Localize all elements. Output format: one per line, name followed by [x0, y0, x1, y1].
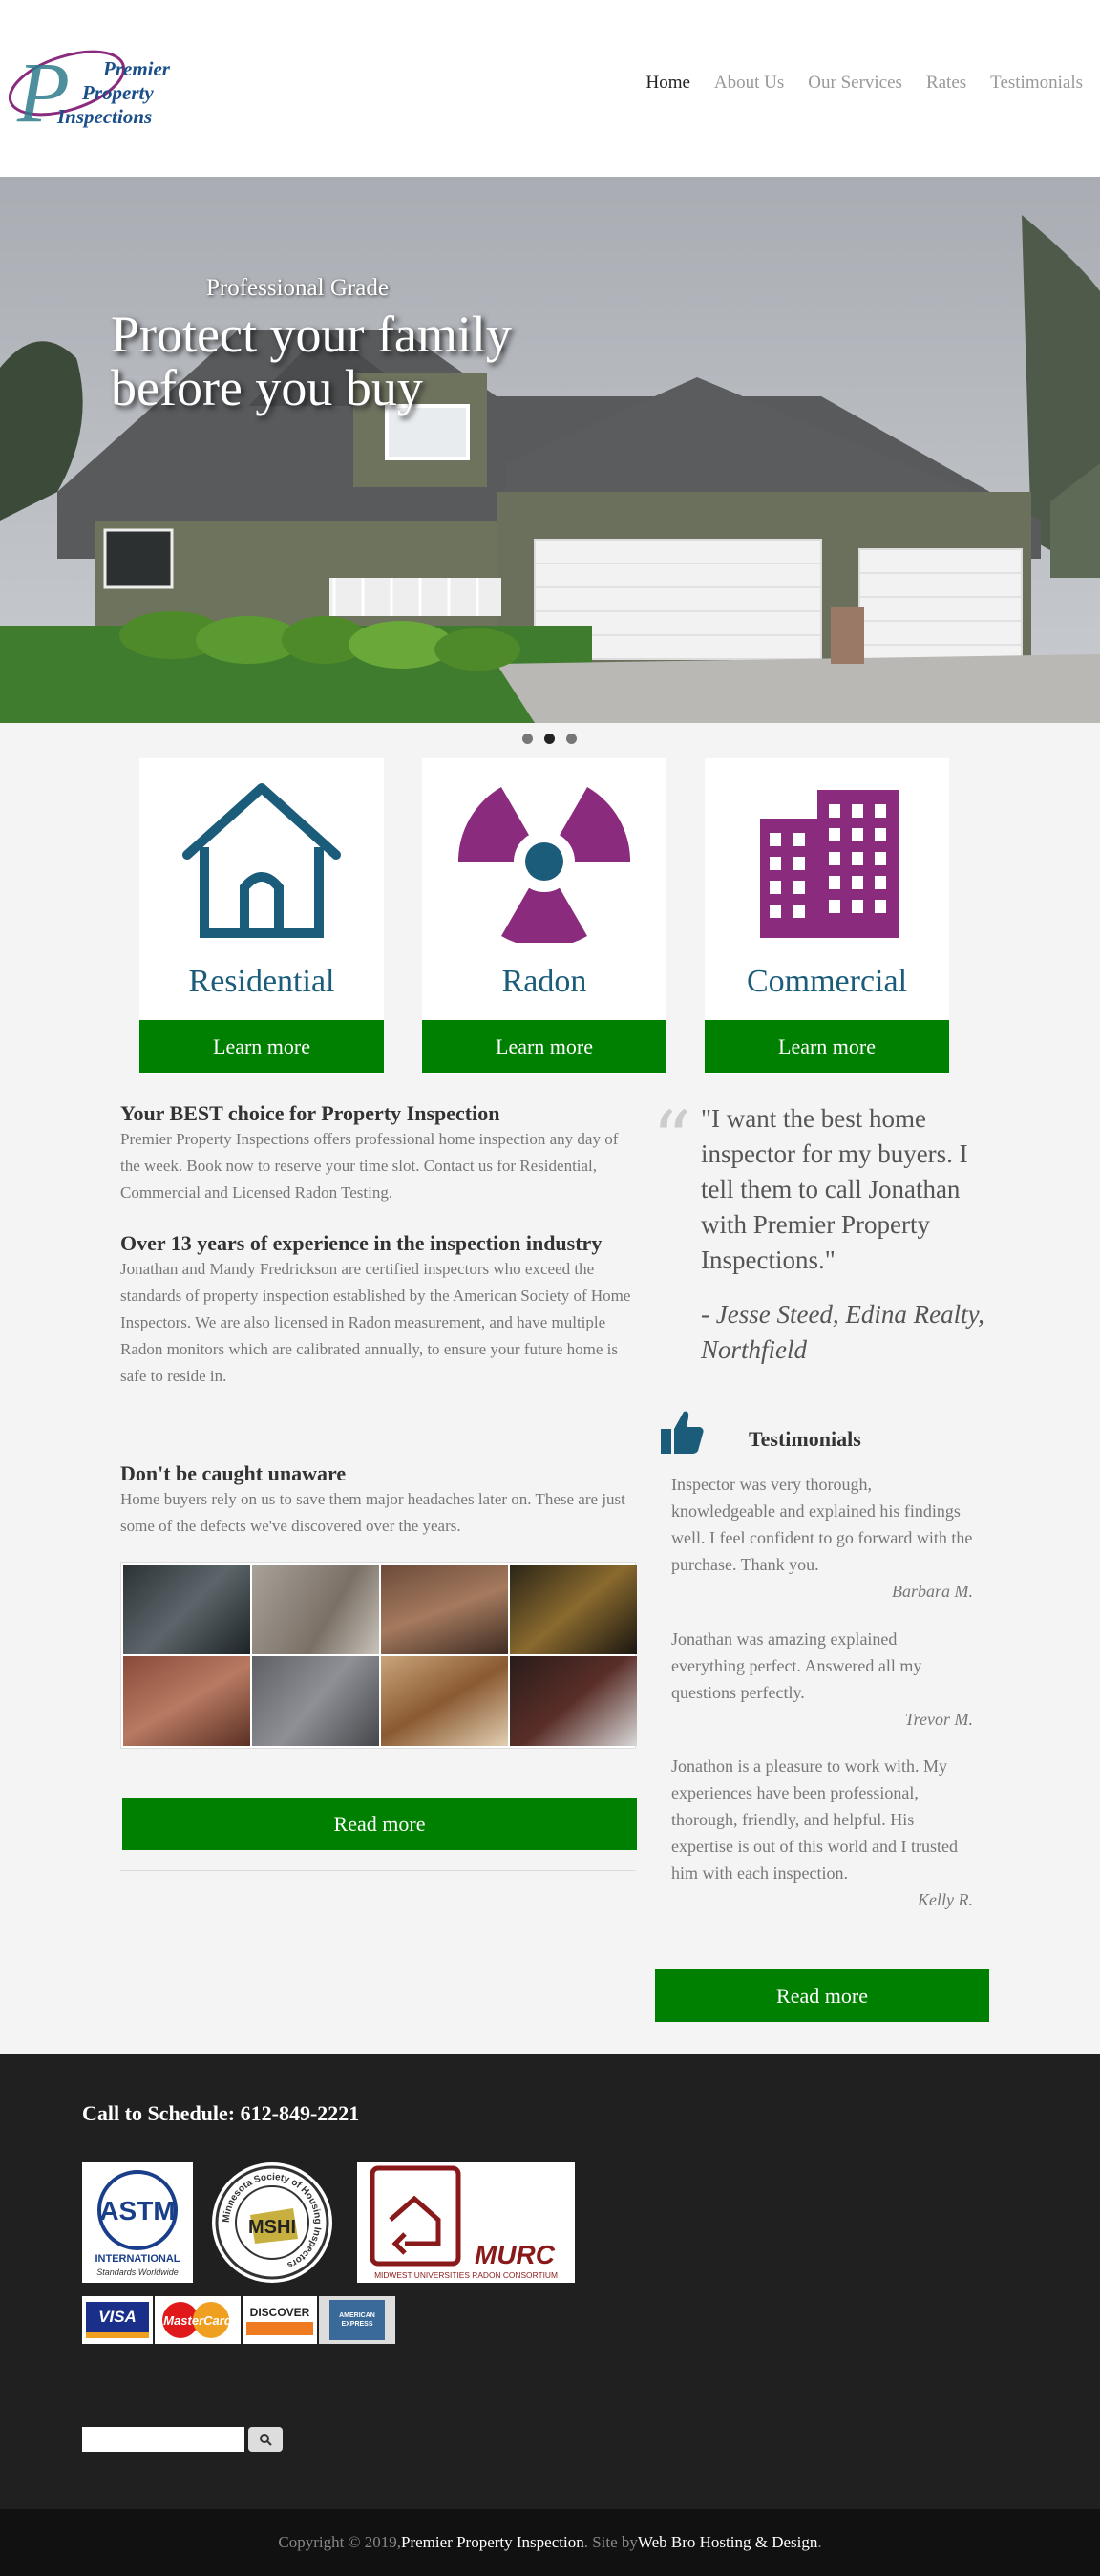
slider-dot-2[interactable]: [544, 734, 555, 744]
site-by-text: . Site by: [583, 2533, 638, 2551]
mshi-logo-text: MSHI: [248, 2217, 296, 2238]
amex-logo: AMERICAN EXPRESS: [319, 2296, 395, 2344]
about-heading-1: Your BEST choice for Property Inspection: [120, 1101, 500, 1125]
murc-logo-subtext: MIDWEST UNIVERSITIES RADON CONSORTIUM: [374, 2270, 558, 2280]
slider-dots: [522, 734, 577, 744]
footer-search-button[interactable]: [248, 2427, 283, 2452]
defects-section: [120, 1461, 636, 1540]
testimonial-text: Inspector was very thorough, knowledgeable and explained his findings well. I feel confident to go forward with the purchase. Thank you.: [671, 1475, 973, 1574]
learn-more-radon-button[interactable]: Learn more: [422, 1020, 666, 1073]
nav-home[interactable]: Home: [645, 73, 690, 93]
about-paragraph-1: Premier Property Inspections offers professional home inspection any day of the week. Book now to reserve your time slot. Contact us for Residential, Commercial and Licensed Radon Testing.: [120, 1130, 619, 1202]
radiation-icon: [422, 758, 666, 964]
copyright-bar: [0, 2509, 1100, 2576]
learn-more-residential-button[interactable]: Learn more: [139, 1020, 384, 1073]
card-title-residential: Residential: [188, 964, 335, 999]
read-more-testimonials-button[interactable]: Read more: [655, 1969, 989, 2022]
copyright-company-link[interactable]: Premier Property Inspection: [401, 2533, 584, 2551]
learn-more-commercial-button[interactable]: Learn more: [705, 1020, 949, 1073]
card-title-commercial: Commercial: [746, 964, 908, 999]
nav-rates[interactable]: Rates: [925, 73, 967, 93]
hero-house-image: [0, 177, 1100, 723]
defects-gallery: [120, 1562, 636, 1749]
quote-icon: “: [652, 1095, 691, 1183]
search-icon: [259, 2433, 272, 2446]
payment-cards: [82, 2296, 403, 2344]
nav-testimonials[interactable]: Testimonials: [990, 73, 1083, 93]
card-radon: [422, 758, 666, 1074]
gallery-photo[interactable]: [381, 1565, 508, 1654]
slider-dot-3[interactable]: [566, 734, 577, 744]
testimonial-item: [671, 1626, 973, 1733]
about-paragraph-3: Home buyers rely on us to save them major headaches later on. These are just some of the defects we've discovered over the years.: [120, 1490, 625, 1535]
testimonial-author: Kelly R.: [918, 1890, 973, 1909]
house-icon: [139, 758, 384, 964]
building-icon: [705, 758, 949, 964]
gallery-photo[interactable]: [123, 1565, 250, 1654]
footer-search-input[interactable]: [82, 2427, 244, 2452]
main-nav: [645, 73, 1083, 94]
logo-line-1: Premier: [103, 57, 170, 80]
gallery-photo[interactable]: [381, 1656, 508, 1746]
hero-slider[interactable]: [0, 177, 1100, 723]
card-residential: [139, 758, 384, 1074]
gallery-photo[interactable]: [123, 1656, 250, 1746]
testimonials-heading: Testimonials: [749, 1427, 861, 1451]
copyright-period: .: [817, 2533, 822, 2551]
call-to-schedule: Call to Schedule: 612-849-2221: [82, 2101, 360, 2125]
testimonial-text: Jonathan was amazing explained everything perfect. Answered all my questions perfectly.: [671, 1629, 922, 1702]
about-heading-3: Don't be caught unaware: [120, 1461, 347, 1485]
mshi-logo-ring-text: Minnesota Society of Housing Inspectors: [221, 2171, 324, 2270]
divider: [120, 1870, 636, 1871]
nav-our-services[interactable]: Our Services: [808, 73, 902, 93]
site-header: [0, 0, 1100, 177]
thumbs-up-icon: [659, 1408, 705, 1460]
copyright-prefix: Copyright © 2019,: [278, 2533, 402, 2551]
astm-logo-text: ASTM: [99, 2196, 176, 2225]
read-more-defects-button[interactable]: Read more: [122, 1798, 637, 1850]
nav-about-us[interactable]: About Us: [713, 73, 785, 93]
experience-section: [120, 1231, 636, 1390]
testimonial-author: Trevor M.: [904, 1710, 973, 1729]
about-section: [120, 1101, 636, 1206]
mastercard-logo: MasterCard: [155, 2296, 241, 2344]
testimonial-text: Jonathon is a pleasure to work with. My experiences have been professional, thorough, friendly, and helpful. His expertise is out of this world and I trusted him with each inspection.: [671, 1756, 958, 1883]
murc-logo-text: MURC: [475, 2240, 555, 2269]
about-paragraph-2: Jonathan and Mandy Fredrickson are certified inspectors who exceed the standards of property inspection established by the American Society of Home Inspectors. We are also licensed in Radon measurement, and have multiple Radon monitors which are calibrated annually, to ensure your future home is safe to reside in.: [120, 1260, 631, 1385]
astm-logo-subtext: INTERNATIONAL: [95, 2253, 180, 2265]
gallery-photo[interactable]: [252, 1656, 379, 1746]
testimonial-item: [671, 1753, 973, 1913]
gallery-photo[interactable]: [510, 1656, 637, 1746]
hero-title: Protect your family before you buy: [111, 306, 512, 416]
gallery-photo[interactable]: [510, 1565, 637, 1654]
featured-quote-author: - Jesse Steed, Edina Realty, Northfield: [701, 1300, 984, 1364]
testimonial-item: [671, 1471, 973, 1605]
card-commercial: [705, 758, 949, 1074]
astm-logo-tagline: Standards Worldwide: [96, 2267, 179, 2277]
gallery-photo[interactable]: [252, 1565, 379, 1654]
murc-logo: [357, 2162, 575, 2283]
discover-logo: DISCOVER: [243, 2296, 317, 2344]
visa-logo: VISA: [82, 2296, 153, 2344]
logo-line-3: Inspections: [57, 105, 153, 128]
designer-link[interactable]: Web Bro Hosting & Design: [637, 2533, 818, 2551]
logo[interactable]: [0, 26, 191, 150]
mshi-logo: [212, 2162, 332, 2283]
slider-dot-1[interactable]: [522, 734, 533, 744]
logo-line-2: Property: [82, 81, 154, 104]
astm-logo: [82, 2162, 193, 2283]
featured-quote: "I want the best home inspector for my buyers. I tell them to call Jonathan with Premier Property Inspections.": [701, 1104, 968, 1274]
card-title-radon: Radon: [501, 964, 587, 999]
svg-text:P: P: [17, 46, 70, 140]
about-heading-2: Over 13 years of experience in the inspection industry: [120, 1231, 603, 1255]
testimonial-author: Barbara M.: [892, 1582, 973, 1601]
hero-kicker: Professional Grade: [206, 275, 389, 301]
